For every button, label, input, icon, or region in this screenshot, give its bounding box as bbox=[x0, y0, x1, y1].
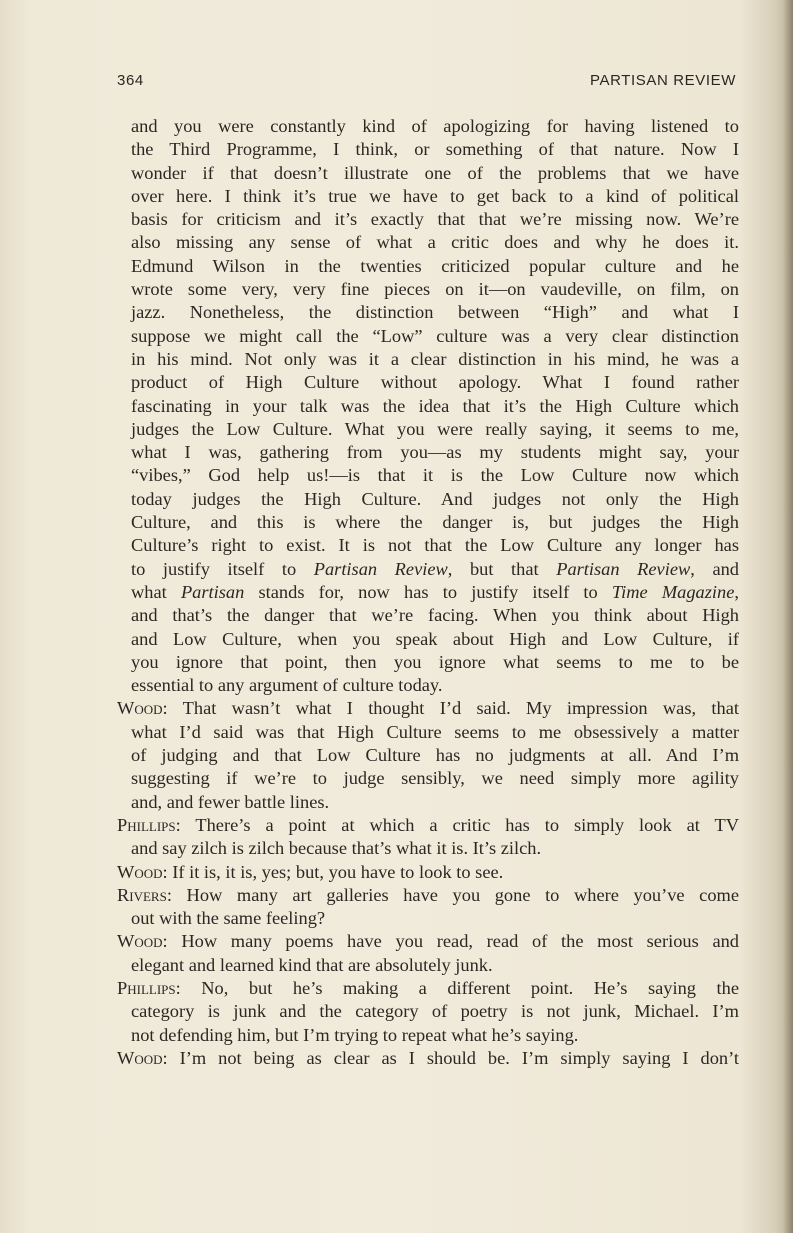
speaker-name: Wood bbox=[117, 1047, 163, 1068]
text-line bbox=[117, 348, 739, 371]
line-text: Edmund Wilson in the twenties criticized popular culture and he bbox=[131, 255, 739, 276]
line-text: and that’s the danger that we’re facing. When you think about High bbox=[131, 605, 739, 626]
text-line bbox=[117, 138, 739, 161]
text-line bbox=[117, 371, 739, 394]
line-text: There’s a point at which a critic has to simply look at TV bbox=[195, 814, 740, 835]
line-text: essential to any argument of culture today. bbox=[131, 675, 443, 696]
speaker-name: Wood bbox=[117, 931, 163, 952]
text-line bbox=[117, 1000, 739, 1023]
line-text: basis for criticism and it’s exactly that that we’re missing now. We’re bbox=[131, 209, 739, 230]
speaker-line: Rivers: How many art galleries have you gone to where you’ve come bbox=[117, 884, 739, 905]
text-line bbox=[117, 651, 739, 674]
line-text: over here. I think it’s true we have to get back to a kind of political bbox=[131, 185, 739, 206]
text-line bbox=[117, 115, 739, 138]
italic-title: Partisan Review bbox=[313, 558, 448, 579]
text-line bbox=[117, 604, 739, 627]
line-text: “vibes,” God help us!—is that it is the Low Culture now which bbox=[131, 465, 739, 486]
line-text: suppose we might call the “Low” culture was a very clear distinction bbox=[131, 325, 739, 346]
line-text: fascinating in your talk was the idea that it’s the High Culture which bbox=[131, 395, 739, 416]
line-text: If it is, it is, yes; but, you have to look to see. bbox=[172, 861, 504, 882]
text-line bbox=[117, 441, 739, 464]
text-line bbox=[117, 534, 739, 557]
line-text: product of High Culture without apology. What I found rather bbox=[131, 372, 739, 393]
text-segment: to justify itself to bbox=[131, 558, 314, 579]
line-text: category is junk and the category of poetry is not junk, Michael. I’m bbox=[131, 1001, 739, 1022]
speaker-name: Phillips bbox=[117, 977, 176, 998]
line-text: and Low Culture, when you speak about High and Low Culture, if bbox=[131, 628, 739, 649]
speaker-line: Wood: If it is, it is, yes; but, you have to look to see. bbox=[117, 861, 504, 882]
line-text: not defending him, but I’m trying to repeat what he’s saying. bbox=[131, 1024, 579, 1045]
line-text: No, but he’s making a different point. He’s saying the bbox=[201, 977, 739, 998]
text-line bbox=[117, 791, 739, 814]
line-text: of judging and that Low Culture has no judgments at all. And I’m bbox=[131, 745, 739, 766]
text-segment: , and bbox=[690, 558, 740, 579]
italic-title: Partisan Review bbox=[556, 558, 691, 579]
text-line bbox=[117, 488, 739, 511]
speaker-line: Wood: How many poems have you read, read of the most serious and bbox=[117, 931, 739, 952]
text-segment: , bbox=[734, 581, 739, 602]
text-line bbox=[117, 628, 739, 651]
page-body-text bbox=[117, 115, 739, 1070]
italic-title: Time Magazine bbox=[611, 581, 735, 602]
speaker-line: Phillips: No, but he’s making a different point. He’s saying the bbox=[117, 977, 739, 998]
speaker-name: Phillips bbox=[117, 814, 176, 835]
line-text: How many art galleries have you gone to where you’ve come bbox=[186, 884, 739, 905]
line-text: elegant and learned kind that are absolutely junk. bbox=[131, 954, 493, 975]
line-text: what I was, gathering from you—as my students might say, your bbox=[131, 442, 739, 463]
speaker-name: Wood bbox=[117, 861, 163, 882]
text-segment: stands for, now has to justify itself to bbox=[244, 581, 612, 602]
text-segment: , but that bbox=[447, 558, 557, 579]
text-line bbox=[117, 954, 739, 977]
line-text: Culture, and this is where the danger is, but judges the High bbox=[131, 512, 739, 533]
line-text: and you were constantly kind of apologizing for having listened to bbox=[131, 116, 739, 136]
text-line bbox=[117, 581, 739, 604]
text-line bbox=[117, 558, 739, 581]
italic-title: Partisan bbox=[180, 581, 245, 602]
page-number: 364 bbox=[117, 72, 144, 89]
line-text: and, and fewer battle lines. bbox=[131, 791, 330, 812]
text-line bbox=[117, 301, 739, 324]
page-spine-shadow bbox=[783, 0, 793, 1233]
text-line bbox=[117, 278, 739, 301]
speaker-name: Rivers bbox=[117, 884, 167, 905]
text-line bbox=[117, 767, 739, 790]
line-text: That wasn’t what I thought I’d said. My impression was, that bbox=[182, 698, 739, 719]
line-text: suggesting if we’re to judge sensibly, we need simply more agility bbox=[131, 768, 739, 789]
running-header bbox=[117, 72, 736, 92]
text-line bbox=[117, 418, 739, 441]
text-segment: what bbox=[131, 581, 181, 602]
text-line bbox=[117, 511, 739, 534]
text-line bbox=[117, 231, 739, 254]
text-line bbox=[117, 162, 739, 185]
text-line bbox=[117, 744, 739, 767]
line-text: in his mind. Not only was it a clear distinction in his mind, he was a bbox=[131, 348, 739, 369]
line-text: what I’d said was that High Culture seems to me obsessively a matter bbox=[131, 721, 739, 742]
text-line bbox=[117, 325, 739, 348]
line-text: the Third Programme, I think, or something of that nature. Now I bbox=[131, 139, 739, 160]
speaker-line: Wood: I’m not being as clear as I should be. I’m simply saying I don’t bbox=[117, 1047, 739, 1068]
line-text: also missing any sense of what a critic does and why he does it. bbox=[131, 232, 739, 253]
line-text: wrote some very, very fine pieces on it—on vaudeville, on film, on bbox=[131, 279, 739, 300]
line-text: I’m not being as clear as I should be. I’m simply saying I don’t bbox=[179, 1047, 739, 1068]
text-line bbox=[117, 395, 739, 418]
line-text: Culture’s right to exist. It is not that the Low Culture any longer has bbox=[131, 535, 739, 556]
text-line bbox=[117, 185, 739, 208]
speaker-name: Wood bbox=[117, 698, 163, 719]
line-text: you ignore that point, then you ignore what seems to me to be bbox=[131, 651, 739, 672]
text-line bbox=[117, 255, 739, 278]
speaker-line: Wood: That wasn’t what I thought I’d said. My impression was, that bbox=[117, 698, 739, 719]
line-text: today judges the High Culture. And judges not only the High bbox=[131, 488, 739, 509]
line-text: and say zilch is zilch because that’s what it is. It’s zilch. bbox=[131, 838, 542, 859]
line-text: jazz. Nonetheless, the distinction between “High” and what I bbox=[131, 302, 739, 323]
text-line bbox=[117, 208, 739, 231]
line-text: judges the Low Culture. What you were really saying, it seems to me, bbox=[131, 418, 739, 439]
text-line bbox=[117, 464, 739, 487]
text-line bbox=[117, 674, 739, 697]
text-line bbox=[117, 721, 739, 744]
text-line bbox=[117, 907, 739, 930]
running-head-title: PARTISAN REVIEW bbox=[590, 72, 736, 89]
line-text: out with the same feeling? bbox=[131, 908, 326, 929]
line-text: wonder if that doesn’t illustrate one of the problems that we have bbox=[131, 162, 739, 183]
text-line bbox=[117, 1024, 739, 1047]
line-text: How many poems have you read, read of the most serious and bbox=[181, 931, 739, 952]
text-line bbox=[117, 837, 739, 860]
speaker-line: Phillips: There’s a point at which a critic has to simply look at TV bbox=[117, 814, 740, 835]
